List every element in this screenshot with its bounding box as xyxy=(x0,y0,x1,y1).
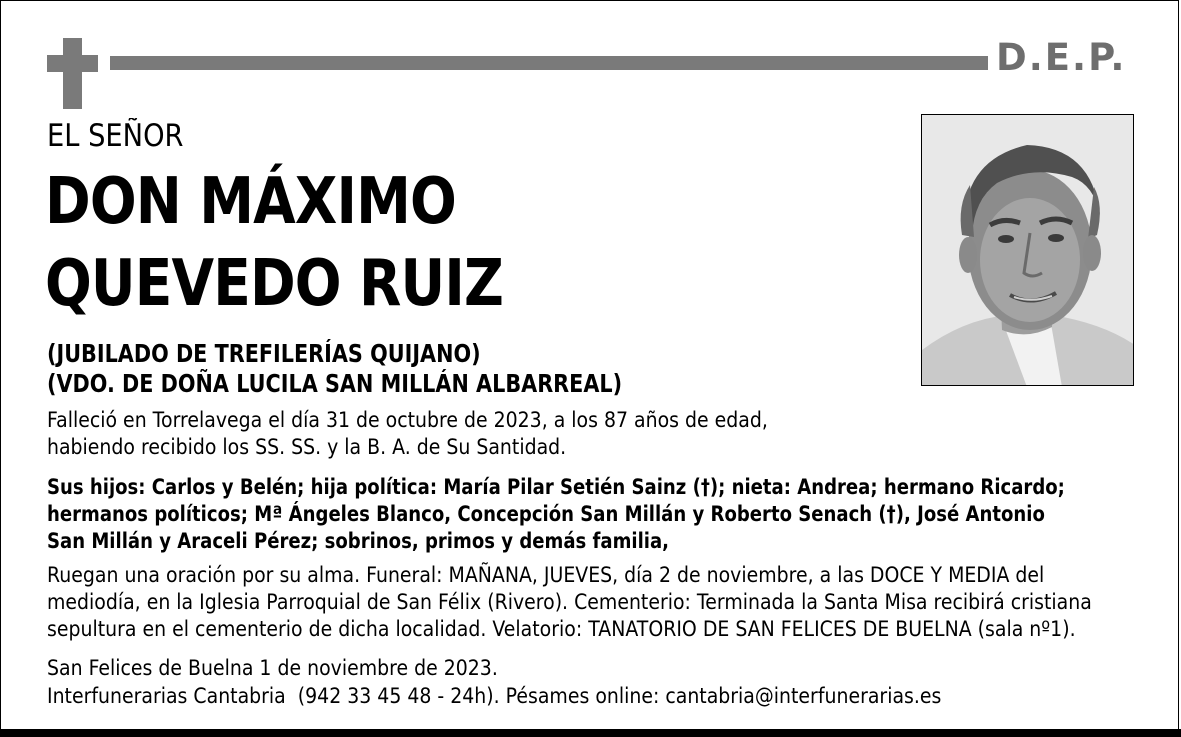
bottom-border xyxy=(0,729,1181,737)
family-line3: San Millán y Araceli Pérez; sobrinos, primos y demás familia, xyxy=(47,529,670,553)
header-rule xyxy=(110,56,988,70)
contact-line: Interfunerarias Cantabria (942 33 45 48 - 24h). Pésames online: cantabria@interfunerarias.es xyxy=(47,684,942,708)
family-line2: hermanos políticos; Mª Ángeles Blanco, Concepción San Millán y Roberto Senach (†), José Antonio xyxy=(47,502,1045,526)
funeral-line1: Ruegan una oración por su alma. Funeral: MAÑANA, JUEVES, día 2 de noviembre, a las DOCE Y MEDIA del xyxy=(47,563,1045,587)
funeral-line2: mediodía, en la Iglesia Parroquial de San Félix (Rivero). Cementerio: Terminada la Santa Misa recibirá cristiana xyxy=(47,590,1092,614)
death-notice-line1: Falleció en Torrelavega el día 31 de octubre de 2023, a los 87 años de edad, xyxy=(47,408,768,432)
portrait-photo xyxy=(921,114,1134,386)
person-subtitle-occupation: (JUBILADO DE TREFILERÍAS QUIJANO) xyxy=(47,339,481,368)
cross-vertical xyxy=(63,38,82,109)
family-line1: Sus hijos: Carlos y Belén; hija política: María Pilar Setién Sainz (†); nieta: Andrea; hermano Ricardo; xyxy=(47,475,1065,499)
person-title: EL SEÑOR xyxy=(47,118,184,154)
cross-horizontal xyxy=(47,55,98,72)
place-date: San Felices de Buelna 1 de noviembre de 2023. xyxy=(47,656,498,680)
death-notice-line2: habiendo recibido los SS. SS. y la B. A. de Su Santidad. xyxy=(47,435,567,459)
dep-label: D.E.P. xyxy=(996,36,1127,79)
funeral-line3: sepultura en el cementerio de dicha localidad. Velatorio: TANATORIO DE SAN FELICES DE BUELNA (sala nº1). xyxy=(47,617,1076,641)
person-name-line1: DON MÁXIMO xyxy=(45,165,456,239)
person-name-line2: QUEVEDO RUIZ xyxy=(45,247,504,321)
person-subtitle-widower: (VDO. DE DOÑA LUCILA SAN MILLÁN ALBARREAL) xyxy=(47,369,623,398)
